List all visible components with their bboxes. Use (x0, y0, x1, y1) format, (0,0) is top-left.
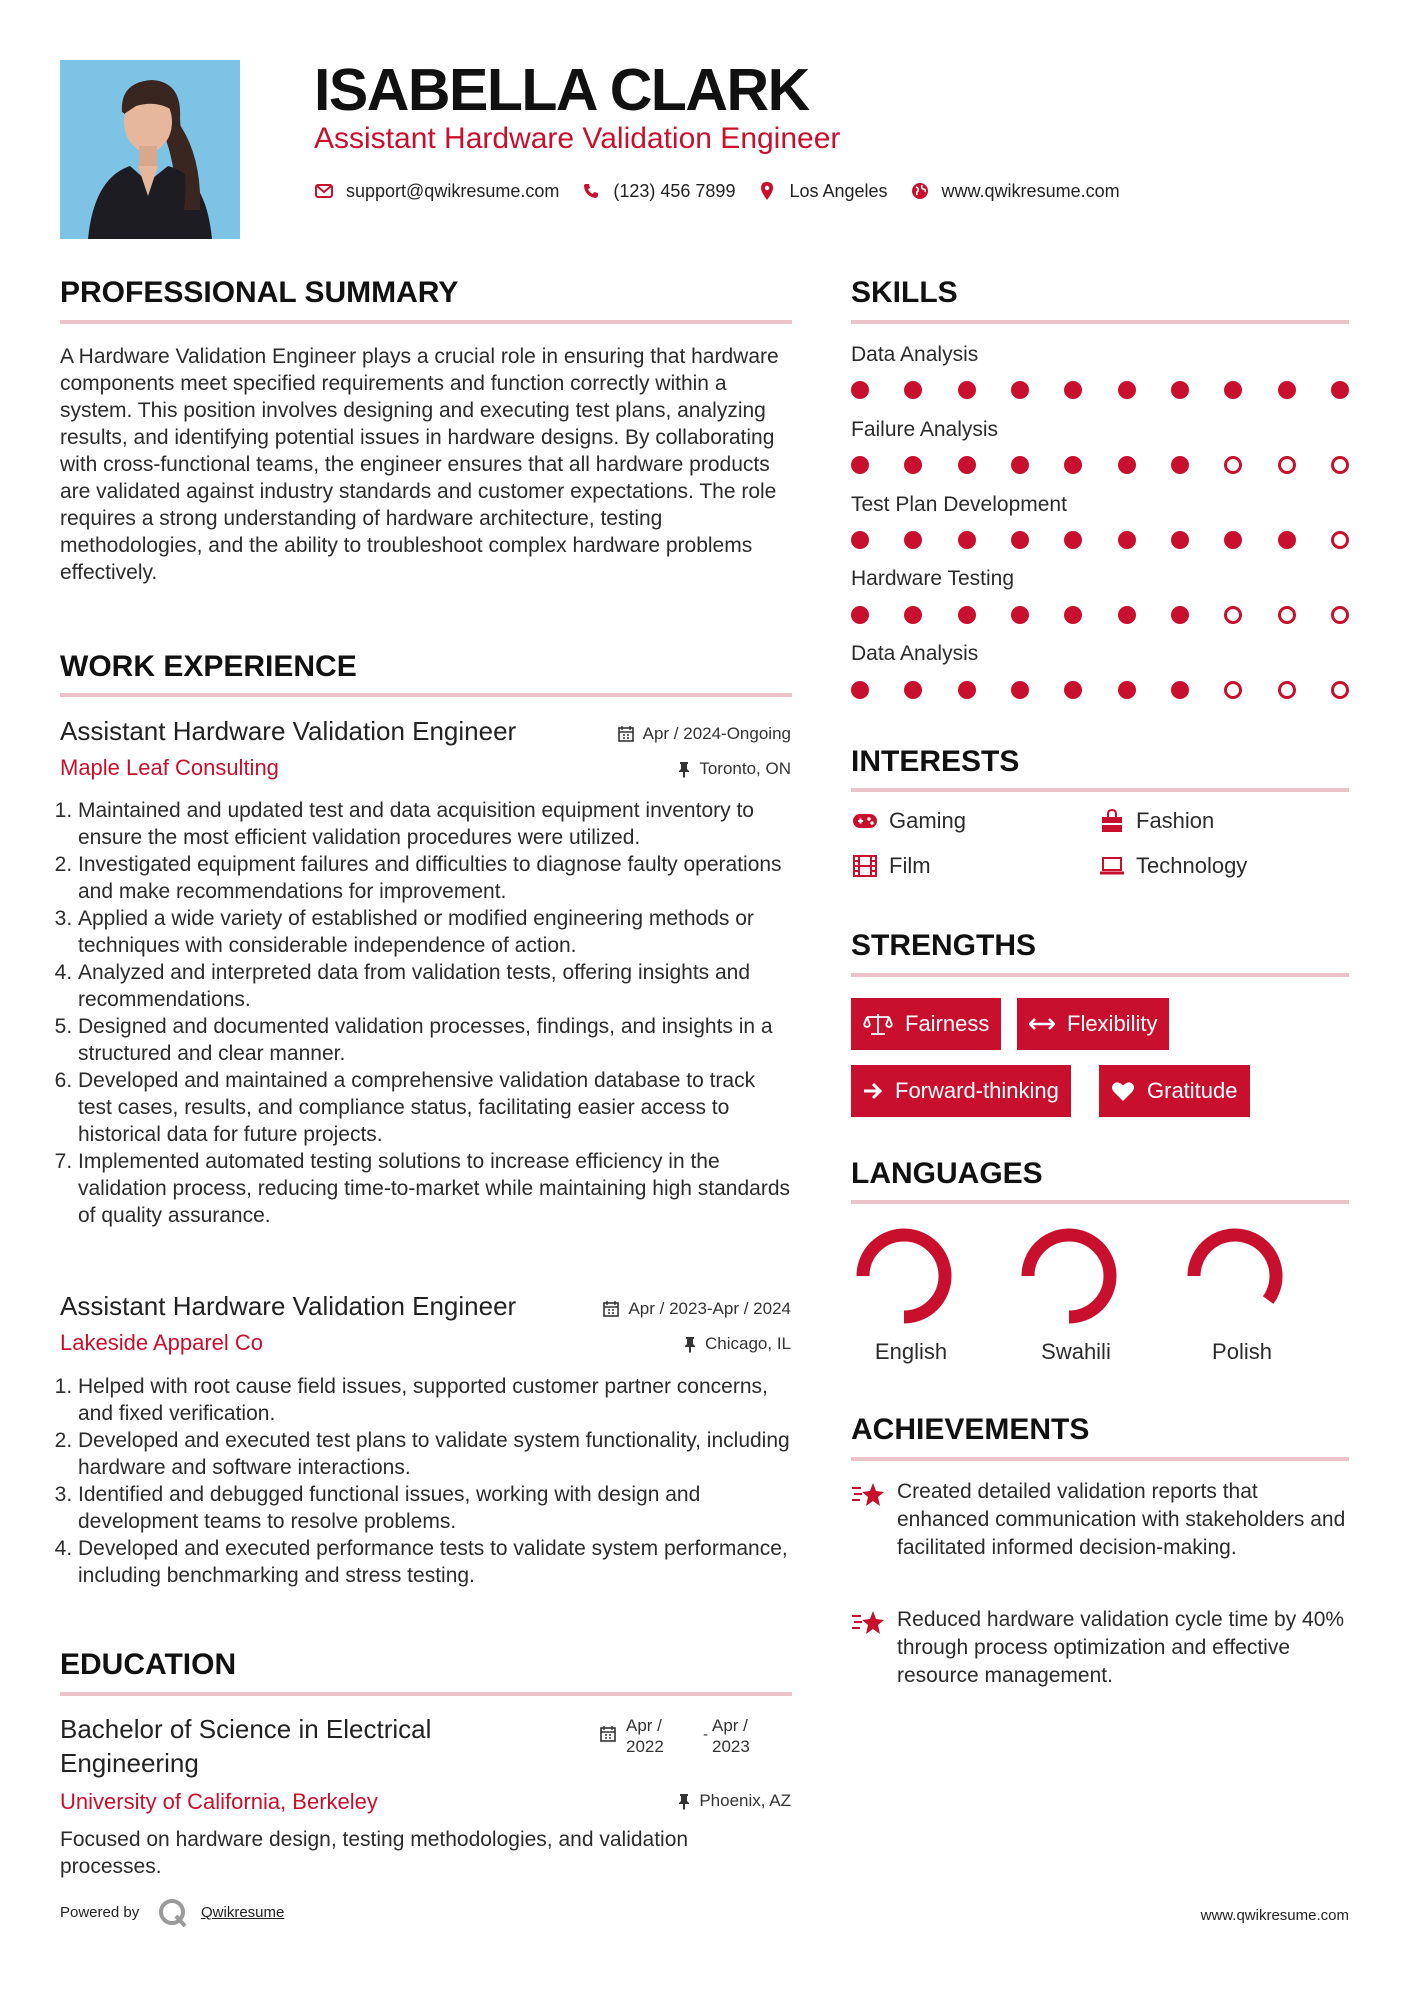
language-gauge (850, 1222, 958, 1330)
job-title: Assistant Hardware Validation Engineer (60, 716, 517, 746)
job-bullets (60, 797, 792, 1229)
gamepad-icon (851, 813, 879, 829)
language-gauge-arc (863, 1235, 945, 1317)
contact-email[interactable]: support@qwikresume.com (346, 180, 560, 201)
skill-dot-empty (1224, 606, 1242, 624)
candidate-name: ISABELLA CLARK (314, 57, 809, 123)
calendar-icon (618, 726, 634, 742)
strength-label: Gratitude (1147, 1078, 1238, 1103)
job-date-text: Apr / 2024-Ongoing (642, 724, 791, 743)
list-item: 4. Developed and executed performance tests to validate system performance, including benchmarking and stress testing. (78, 1535, 792, 1589)
skill-dot-filled (1064, 456, 1082, 474)
calendar-icon (603, 1301, 619, 1317)
skill-dot-filled (1011, 606, 1029, 624)
interest-fashion (1098, 808, 1214, 834)
language-label: Polish (1212, 1339, 1272, 1364)
skill-dot-filled (1118, 531, 1136, 549)
degree-line-1: Bachelor of Science in Electrical (60, 1714, 432, 1744)
avatar-illustration (60, 60, 240, 239)
thumbtack-icon (678, 761, 690, 778)
language-gauge-arc (1194, 1235, 1276, 1300)
strength-label: Fairness (905, 1011, 990, 1036)
skill-dot-filled (904, 531, 922, 549)
laptop-icon (1098, 857, 1126, 875)
achievements-heading: ACHIEVEMENTS (851, 1413, 1090, 1446)
skill-dot-empty (1278, 456, 1296, 474)
achievements-divider (851, 1457, 1349, 1461)
education-end-date (712, 1715, 750, 1757)
achievement-text: Reduced hardware validation cycle time by 40% through process optimization and effective resource management. (897, 1608, 1345, 1687)
education-end-month: Apr / (712, 1716, 748, 1735)
skill-dot-filled (851, 606, 869, 624)
skill-dot-filled (1064, 531, 1082, 549)
skill-dot-filled (1278, 381, 1296, 399)
globe-icon (910, 181, 930, 201)
skill-name: Data Analysis (851, 343, 979, 366)
skill-rating (851, 531, 1349, 549)
phone-icon (581, 181, 601, 201)
skill-dot-filled (851, 531, 869, 549)
balance-scale-icon (863, 1013, 893, 1035)
interest-gaming (851, 808, 966, 834)
skill-name: Test Plan Development (851, 493, 1067, 516)
skill-dot-empty (1278, 606, 1296, 624)
contact-location: Los Angeles (789, 180, 888, 201)
skill-dot-filled (904, 381, 922, 399)
contact-phone[interactable]: (123) 456 7899 (613, 180, 736, 201)
skill-dot-filled (1224, 381, 1242, 399)
list-item: 5. Designed and documented validation processes, findings, and insights in a structured and clear manner. (78, 1013, 792, 1067)
skill-dot-filled (1011, 681, 1029, 699)
education-start-date (626, 1715, 664, 1757)
skill-dot-filled (851, 381, 869, 399)
interest-technology (1098, 853, 1247, 879)
powered-by-label: Powered by (60, 1904, 140, 1921)
skill-dot-filled (1224, 531, 1242, 549)
thumbtack-icon (678, 1793, 690, 1810)
footer-website[interactable]: www.qwikresume.com (1200, 1907, 1349, 1924)
skill-dot-filled (851, 456, 869, 474)
skill-dot-filled (1171, 681, 1189, 699)
education-date-dash: - (703, 1726, 708, 1743)
interest-label: Gaming (889, 808, 967, 833)
interest-label: Technology (1136, 853, 1248, 878)
thumbtack-icon (684, 1336, 696, 1353)
job-company: Lakeside Apparel Co (60, 1330, 264, 1355)
arrows-horizontal-icon (1029, 1017, 1055, 1031)
language-label: Swahili (1041, 1339, 1111, 1364)
profile-photo (60, 60, 240, 239)
film-icon (851, 855, 879, 877)
education-description: Focused on hardware design, testing methodologies, and validation processes. (60, 1828, 689, 1878)
job-date-text: Apr / 2023-Apr / 2024 (628, 1299, 791, 1318)
envelope-icon (314, 181, 334, 201)
education-end-year: 2023 (712, 1737, 750, 1756)
job-title: Assistant Hardware Validation Engineer (60, 1291, 517, 1321)
skill-dot-filled (1171, 606, 1189, 624)
skills-divider (851, 320, 1349, 324)
languages-divider (851, 1200, 1349, 1204)
brand-link[interactable]: Qwikresume (201, 1904, 285, 1921)
skill-dot-filled (1011, 531, 1029, 549)
list-item: 3. Identified and debugged functional issues, working with design and development teams to resolve problems. (78, 1481, 792, 1535)
skill-name: Hardware Testing (851, 567, 1015, 590)
interests-heading: INTERESTS (851, 745, 1020, 778)
skill-dot-filled (1171, 456, 1189, 474)
skill-dot-filled (904, 681, 922, 699)
language-gauge-arc (1028, 1235, 1110, 1317)
education-divider (60, 1692, 792, 1696)
skill-rating (851, 456, 1349, 474)
job-company: Maple Leaf Consulting (60, 755, 279, 780)
strength-badge-gratitude (1099, 1065, 1250, 1117)
strengths-heading: STRENGTHS (851, 929, 1037, 962)
interest-label: Fashion (1136, 808, 1215, 833)
contact-website[interactable]: www.qwikresume.com (941, 180, 1120, 201)
education-location (551, 1791, 791, 1811)
skill-dot-empty (1331, 531, 1349, 549)
list-item: 7. Implemented automated testing solutions to increase efficiency in the validation process, reducing time-to-market while maintaining high standards of quality assurance. (78, 1148, 792, 1229)
skill-dot-filled (958, 681, 976, 699)
job-date (551, 1299, 791, 1319)
interest-film (851, 853, 931, 879)
skill-dot-filled (1118, 606, 1136, 624)
list-item: 3. Applied a wide variety of established or modified engineering methods or techniques with considerable independence of action. (78, 905, 792, 959)
strength-label: Forward-thinking (895, 1078, 1059, 1103)
language-gauge (1015, 1222, 1123, 1330)
job-location (551, 759, 791, 779)
skill-dot-filled (1118, 456, 1136, 474)
skill-dot-filled (958, 531, 976, 549)
skill-dot-filled (1118, 381, 1136, 399)
strength-badge-forward-thinking (851, 1065, 1071, 1117)
education-start-year: 2022 (626, 1737, 664, 1756)
strength-label: Flexibility (1067, 1011, 1158, 1036)
strengths-divider (851, 973, 1349, 977)
shooting-star-icon (851, 1606, 887, 1690)
job-date (551, 724, 791, 744)
summary-text: A Hardware Validation Engineer plays a crucial role in ensuring that hardware components meet specified requirements and function correctly within a system. This position involves designing and executing test plans, analyzing results, and identifying potential issues in hardware designs. By collaborating with cross-functional teams, the engineer ensures that all hardware products are validated against industry standards and customer expectations. The role requires a strong understanding of hardware architecture, testing methodologies, and the ability to troubleshoot complex hardware problems effectively. (60, 345, 779, 584)
job-bullets (60, 1373, 792, 1589)
skill-dot-filled (904, 456, 922, 474)
experience-heading: WORK EXPERIENCE (60, 650, 357, 683)
skill-dot-filled (1011, 381, 1029, 399)
language-label: English (874, 1339, 948, 1364)
job-location (551, 1334, 791, 1354)
skill-dot-filled (1171, 531, 1189, 549)
skill-dot-filled (1278, 531, 1296, 549)
skill-rating (851, 681, 1349, 699)
skill-dot-filled (958, 381, 976, 399)
heart-icon (1111, 1081, 1135, 1102)
summary-divider (60, 320, 792, 324)
map-pin-icon (757, 181, 777, 201)
education-location-text: Phoenix, AZ (699, 1791, 791, 1810)
interests-divider (851, 788, 1349, 792)
skill-dot-empty (1331, 606, 1349, 624)
skill-name: Failure Analysis (851, 418, 999, 441)
list-item: 1. Helped with root cause field issues, supported customer partner concerns, and fixed verification. (78, 1373, 792, 1427)
arrow-right-icon (863, 1082, 883, 1100)
skill-dot-filled (1064, 681, 1082, 699)
skill-dot-filled (1011, 456, 1029, 474)
languages-heading: LANGUAGES (851, 1157, 1043, 1190)
shooting-star-icon (851, 1478, 887, 1562)
strength-badge-fairness (851, 998, 1001, 1050)
skill-dot-empty (1224, 456, 1242, 474)
job-location-text: Chicago, IL (705, 1334, 791, 1353)
contact-bar (314, 178, 1142, 204)
job-location-text: Toronto, ON (699, 759, 791, 778)
shopping-bag-icon (1098, 809, 1126, 833)
achievement-item (851, 1606, 1349, 1690)
strength-badge-flexibility (1017, 998, 1169, 1050)
skill-dot-filled (1118, 681, 1136, 699)
list-item: 6. Developed and maintained a comprehensive validation database to track test cases, results, and compliance status, facilitating easier access to historical data for future projects. (78, 1067, 792, 1148)
education-start-month: Apr / (626, 1716, 662, 1735)
achievement-item (851, 1478, 1349, 1562)
skill-name: Data Analysis (851, 642, 979, 665)
skill-dot-filled (904, 606, 922, 624)
skill-dot-filled (1331, 381, 1349, 399)
list-item: 4. Analyzed and interpreted data from validation tests, offering insights and recommendations. (78, 959, 792, 1013)
skill-dot-filled (1171, 381, 1189, 399)
education-school: University of California, Berkeley (60, 1789, 378, 1814)
language-gauge (1181, 1222, 1289, 1330)
calendar-icon (600, 1726, 616, 1747)
candidate-title: Assistant Hardware Validation Engineer (314, 122, 841, 155)
skill-rating (851, 606, 1349, 624)
skills-heading: SKILLS (851, 276, 958, 309)
achievement-text: Created detailed validation reports that enhanced communication with stakeholders and facilitated informed decision-making. (897, 1480, 1346, 1559)
list-item: 1. Maintained and updated test and data acquisition equipment inventory to ensure the most efficient validation procedures were utilized. (78, 797, 792, 851)
skill-dot-filled (851, 681, 869, 699)
skill-dot-filled (958, 456, 976, 474)
education-heading: EDUCATION (60, 1648, 237, 1681)
skill-dot-empty (1331, 681, 1349, 699)
skill-dot-filled (958, 606, 976, 624)
summary-heading: PROFESSIONAL SUMMARY (60, 276, 459, 309)
experience-divider (60, 693, 792, 697)
list-item: 2. Investigated equipment failures and difficulties to diagnose faulty operations and make recommendations for improvement. (78, 851, 792, 905)
list-item: 2. Developed and executed test plans to validate system functionality, including hardware and software interactions. (78, 1427, 792, 1481)
skill-dot-empty (1278, 681, 1296, 699)
qwikresume-logo-icon (158, 1898, 188, 1933)
interest-label: Film (889, 853, 931, 878)
degree-line-2: Engineering (60, 1748, 199, 1778)
skill-dot-empty (1224, 681, 1242, 699)
skill-rating (851, 381, 1349, 399)
skill-dot-empty (1331, 456, 1349, 474)
skill-dot-filled (1064, 606, 1082, 624)
skill-dot-filled (1064, 381, 1082, 399)
